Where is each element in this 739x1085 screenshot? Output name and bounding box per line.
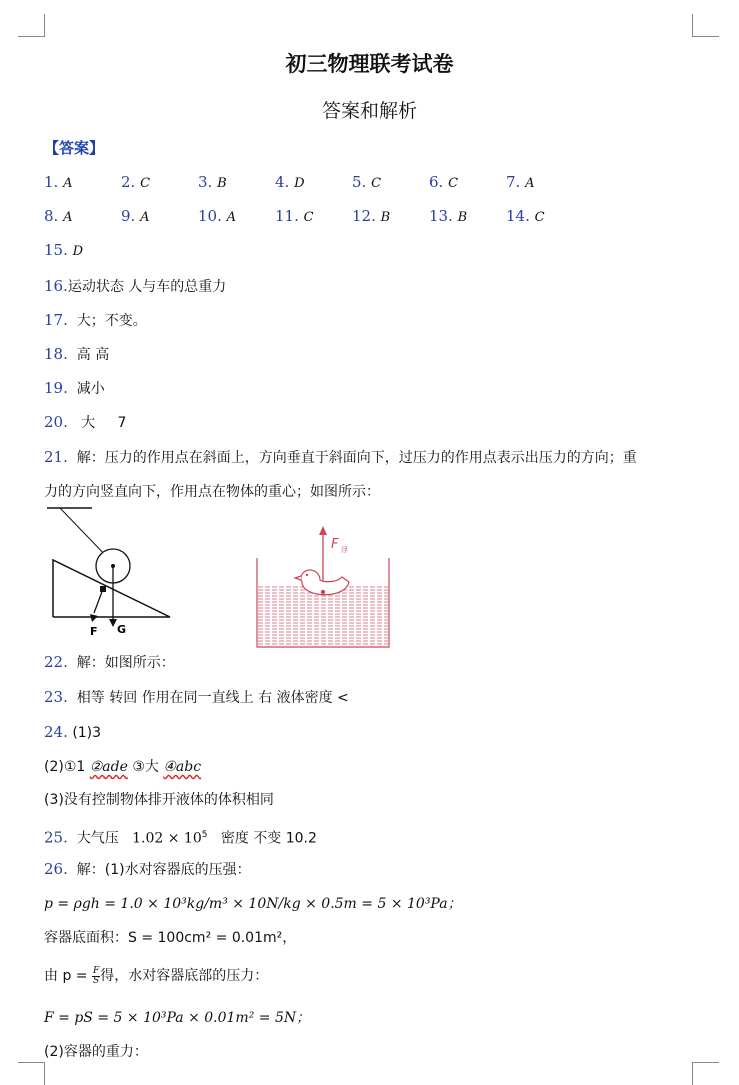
answer-23: 23. 相等 转回 作用在同一直线上 右 液体密度 <	[44, 688, 349, 706]
page-subtitle: 答案和解析	[321, 100, 417, 122]
mc-answer: 7. A	[506, 173, 535, 191]
answer-18: 18. 高 高	[44, 345, 110, 363]
answer-17: 17. 大；不变。	[44, 311, 147, 329]
mc-answer: 5. C	[352, 173, 382, 191]
corner-mark-bottom-right	[692, 1062, 719, 1085]
answers-label: 【答案】	[44, 139, 105, 157]
mc-answer: 8. A	[44, 207, 73, 225]
mc-answer: 6. C	[429, 173, 459, 191]
mc-answer: 9. A	[121, 207, 150, 225]
answer-26-line2: p = ρgh = 1.0 × 10³kg/m³ × 10N/kg × 0.5m = 5 × 10³Pa；	[44, 896, 462, 912]
incline-force-diagram	[40, 505, 180, 640]
answer-24-line1: 24. (1)3	[44, 723, 102, 741]
answer-16: 16.运动状态 人与车的总重力	[44, 277, 227, 295]
mc-answer: 2. C	[121, 173, 151, 191]
page-title: 初三物理联考试卷	[285, 51, 454, 76]
force-f-label: F	[90, 625, 98, 638]
mc-answer: 11. C	[275, 207, 314, 225]
mc-answer: 15. D	[44, 241, 84, 259]
answer-26-line4: 由 p = $\frac{F}{S}$ 得，水对容器底部的压力：	[44, 965, 269, 986]
corner-mark-top-right	[692, 14, 719, 37]
corner-mark-bottom-left	[18, 1062, 45, 1085]
answer-21-line1: 21. 解：压力的作用点在斜面上，方向垂直于斜面向下，过压力的作用点表示出压力的方向；重	[44, 448, 637, 466]
answer-26-line5: F = pS = 5 × 10³Pa × 0.01m² = 5N；	[44, 1010, 311, 1026]
answer-26-line3: 容器底面积：S = 100cm² = 0.01m²，	[44, 930, 297, 946]
mc-answer: 3. B	[198, 173, 227, 191]
mc-answer: 12. B	[352, 207, 391, 225]
buoyancy-subscript: 浮	[341, 546, 348, 554]
answer-24-line3: (3)没有控制物体排开液体的体积相同	[44, 792, 274, 808]
mc-answer: 10. A	[198, 207, 237, 225]
answer-24-line2: (2)①1 ②ade ③大 ④abc	[44, 759, 202, 775]
mc-answer: 4. D	[275, 173, 305, 191]
mc-answer: 13. B	[429, 207, 468, 225]
fraction: $\frac{F}{S}$	[92, 965, 100, 986]
answer-26-line1: 26. 解：(1)水对容器底的压强：	[44, 860, 251, 878]
answer-19: 19. 减小	[44, 379, 105, 397]
answer-25: 25. 大气压 $1.02 \times 10^5$ 密度 不变 10.2	[44, 828, 317, 847]
mc-answer: 14. C	[506, 207, 545, 225]
corner-mark-top-left	[18, 14, 45, 37]
buoyancy-label: F	[331, 537, 339, 552]
mc-answer: 1. A	[44, 173, 73, 191]
answer-21-line2: 力的方向竖直向下，作用点在物体的重心；如图所示：	[44, 484, 380, 500]
buoyancy-diagram	[250, 520, 395, 650]
force-g-label: G	[117, 623, 127, 636]
answer-22: 22. 解：如图所示：	[44, 653, 175, 671]
answer-26-line6: (2)容器的重力：	[44, 1044, 148, 1060]
answer-20: 20. 大 7	[44, 413, 127, 431]
